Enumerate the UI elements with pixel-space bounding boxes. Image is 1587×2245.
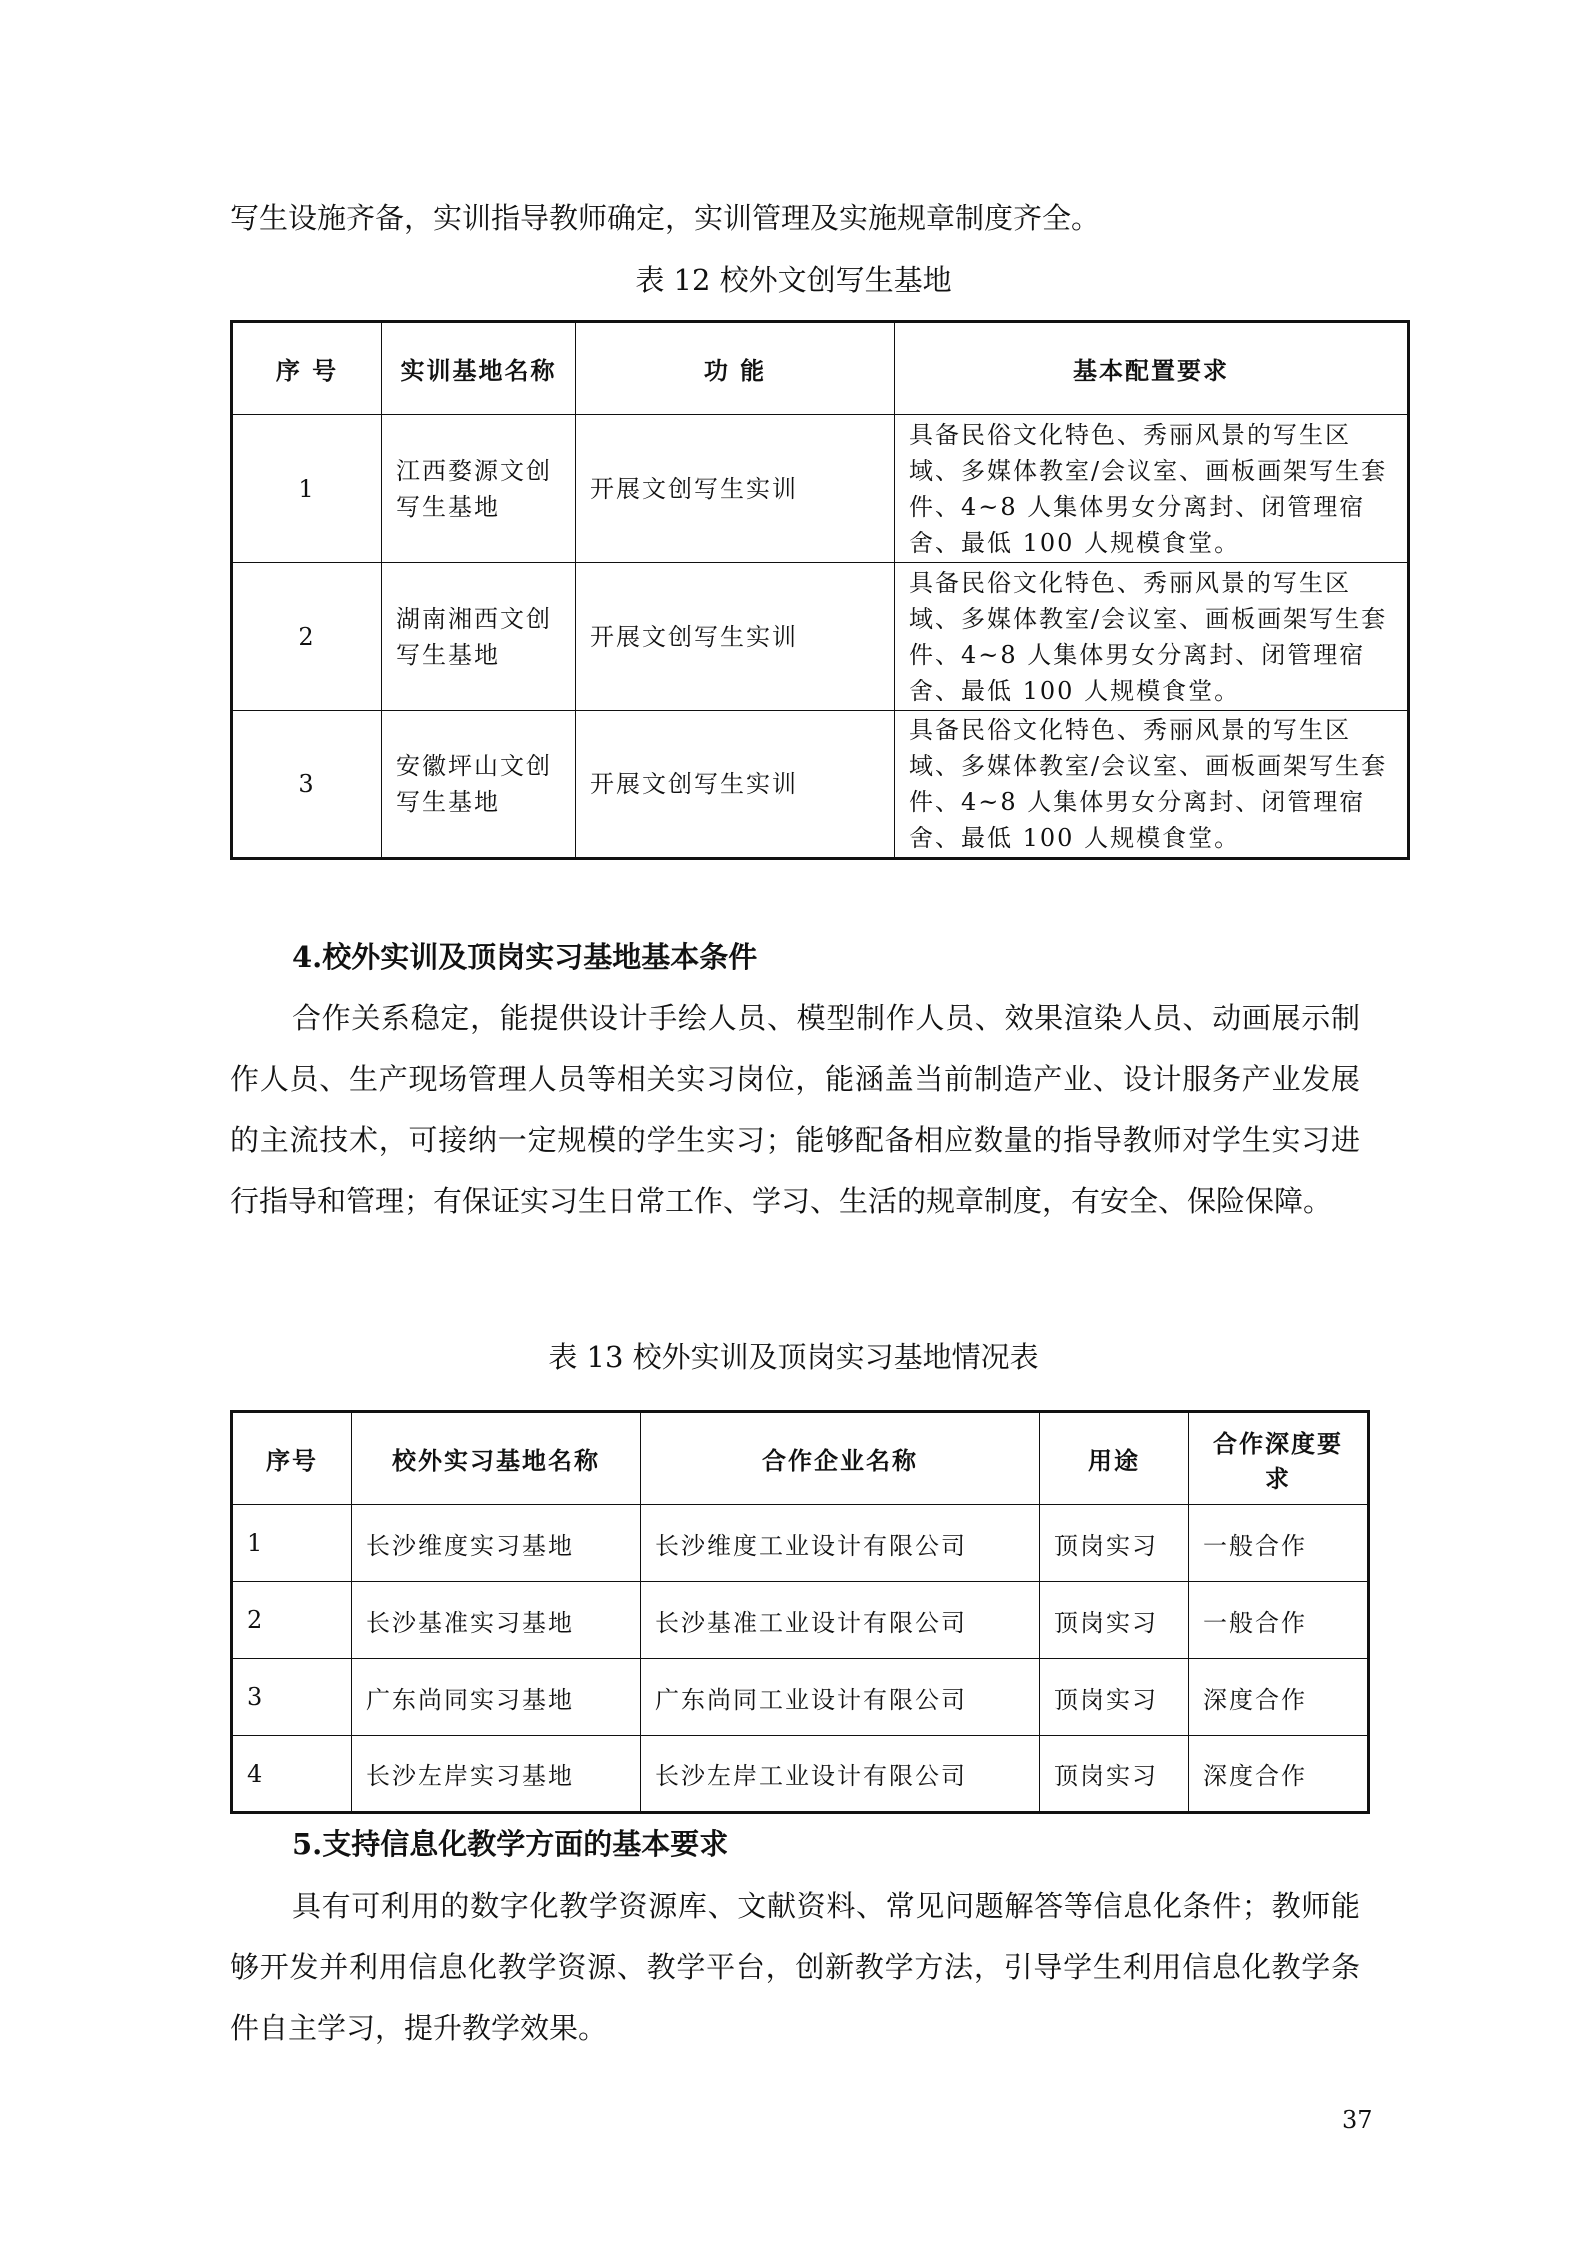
- table12-header-no: 序 号: [232, 322, 382, 415]
- table13-header-no: 序号: [232, 1412, 352, 1505]
- table13-header-row: [232, 1412, 1369, 1505]
- table12-caption: 表 12 校外文创写生基地: [635, 263, 952, 297]
- table13-header-depth: 合作深度要求: [1189, 1412, 1369, 1505]
- table12: [230, 320, 1410, 860]
- section5-body: 具有可利用的数字化教学资源库、文献资料、常见问题解答等信息化条件；教师能够开发并利用信息化教学资源、教学平台，创新教学方法，引导学生利用信息化教学条件自主学习，提升教学效果。: [230, 1889, 1360, 2045]
- table-row: [232, 1659, 1369, 1736]
- table13-cell-company: 长沙维度工业设计有限公司: [641, 1505, 1040, 1582]
- table13-cell-use: 顶岗实习: [1040, 1736, 1189, 1813]
- table12-cell-config: 具备民俗文化特色、秀丽风景的写生区域、多媒体教室/会议室、画板画架写生套件、4~8 人集体男女分离封、闭管理宿舍、最低 100 人规模食堂。: [895, 415, 1409, 563]
- table12-cell-config: 具备民俗文化特色、秀丽风景的写生区域、多媒体教室/会议室、画板画架写生套件、4~8 人集体男女分离封、闭管理宿舍、最低 100 人规模食堂。: [895, 563, 1409, 711]
- table13-cell-base: 广东尚同实习基地: [352, 1659, 641, 1736]
- section4-heading: 4.校外实训及顶岗实习基地基本条件: [292, 940, 758, 974]
- table13-cell-depth: 深度合作: [1189, 1736, 1369, 1813]
- table12-cell-function: 开展文创写生实训: [576, 415, 895, 563]
- table13-cell-base: 长沙左岸实习基地: [352, 1736, 641, 1813]
- intro-line: 写生设施齐备，实训指导教师确定，实训管理及实施规章制度齐全。: [230, 201, 1101, 235]
- table13-cell-use: 顶岗实习: [1040, 1659, 1189, 1736]
- table12-cell-no: 1: [232, 415, 382, 563]
- table-row: [232, 415, 1409, 563]
- table13-cell-company: 广东尚同工业设计有限公司: [641, 1659, 1040, 1736]
- table12-cell-name: 湖南湘西文创写生基地: [382, 563, 576, 711]
- table12-cell-name: 安徽坪山文创写生基地: [382, 711, 576, 859]
- table13-cell-no: 3: [232, 1659, 352, 1736]
- section5-heading: 5.支持信息化教学方面的基本要求: [292, 1827, 729, 1861]
- table-row: [232, 563, 1409, 711]
- table13-cell-company: 长沙左岸工业设计有限公司: [641, 1736, 1040, 1813]
- table12-cell-name: 江西婺源文创写生基地: [382, 415, 576, 563]
- section4-body: 合作关系稳定，能提供设计手绘人员、模型制作人员、效果渲染人员、动画展示制作人员、生产现场管理人员等相关实习岗位，能涵盖当前制造产业、设计服务产业发展的主流技术，可接纳一定规模的学生实习；能够配备相应数量的指导教师对学生实习进行指导和管理；有保证实习生日常工作、学习、生活的规章制度，有安全、保险保障。: [230, 1001, 1360, 1218]
- table13-cell-no: 1: [232, 1505, 352, 1582]
- table12-cell-function: 开展文创写生实训: [576, 711, 895, 859]
- table13-cell-no: 2: [232, 1582, 352, 1659]
- table13-cell-depth: 一般合作: [1189, 1505, 1369, 1582]
- table13-header-base: 校外实习基地名称: [352, 1412, 641, 1505]
- table-row: [232, 1505, 1369, 1582]
- table13-cell-base: 长沙维度实习基地: [352, 1505, 641, 1582]
- table13-cell-company: 长沙基准工业设计有限公司: [641, 1582, 1040, 1659]
- table13-cell-depth: 一般合作: [1189, 1582, 1369, 1659]
- table13-header-use: 用途: [1040, 1412, 1189, 1505]
- table13-cell-no: 4: [232, 1736, 352, 1813]
- table12-header-function: 功 能: [576, 322, 895, 415]
- table12-cell-no: 2: [232, 563, 382, 711]
- table13-cell-base: 长沙基准实习基地: [352, 1582, 641, 1659]
- table12-cell-function: 开展文创写生实训: [576, 563, 895, 711]
- table13: [230, 1410, 1370, 1814]
- page-number: 37: [1342, 2106, 1373, 2134]
- table12-cell-no: 3: [232, 711, 382, 859]
- table12-header-name: 实训基地名称: [382, 322, 576, 415]
- table13-header-company: 合作企业名称: [641, 1412, 1040, 1505]
- table12-cell-config: 具备民俗文化特色、秀丽风景的写生区域、多媒体教室/会议室、画板画架写生套件、4~8 人集体男女分离封、闭管理宿舍、最低 100 人规模食堂。: [895, 711, 1409, 859]
- table12-header-config: 基本配置要求: [895, 322, 1409, 415]
- table12-header-row: [232, 322, 1409, 415]
- table13-caption: 表 13 校外实训及顶岗实习基地情况表: [548, 1340, 1039, 1374]
- table-row: [232, 1582, 1369, 1659]
- table13-cell-use: 顶岗实习: [1040, 1582, 1189, 1659]
- table13-cell-depth: 深度合作: [1189, 1659, 1369, 1736]
- table13-cell-use: 顶岗实习: [1040, 1505, 1189, 1582]
- table-row: [232, 711, 1409, 859]
- table-row: [232, 1736, 1369, 1813]
